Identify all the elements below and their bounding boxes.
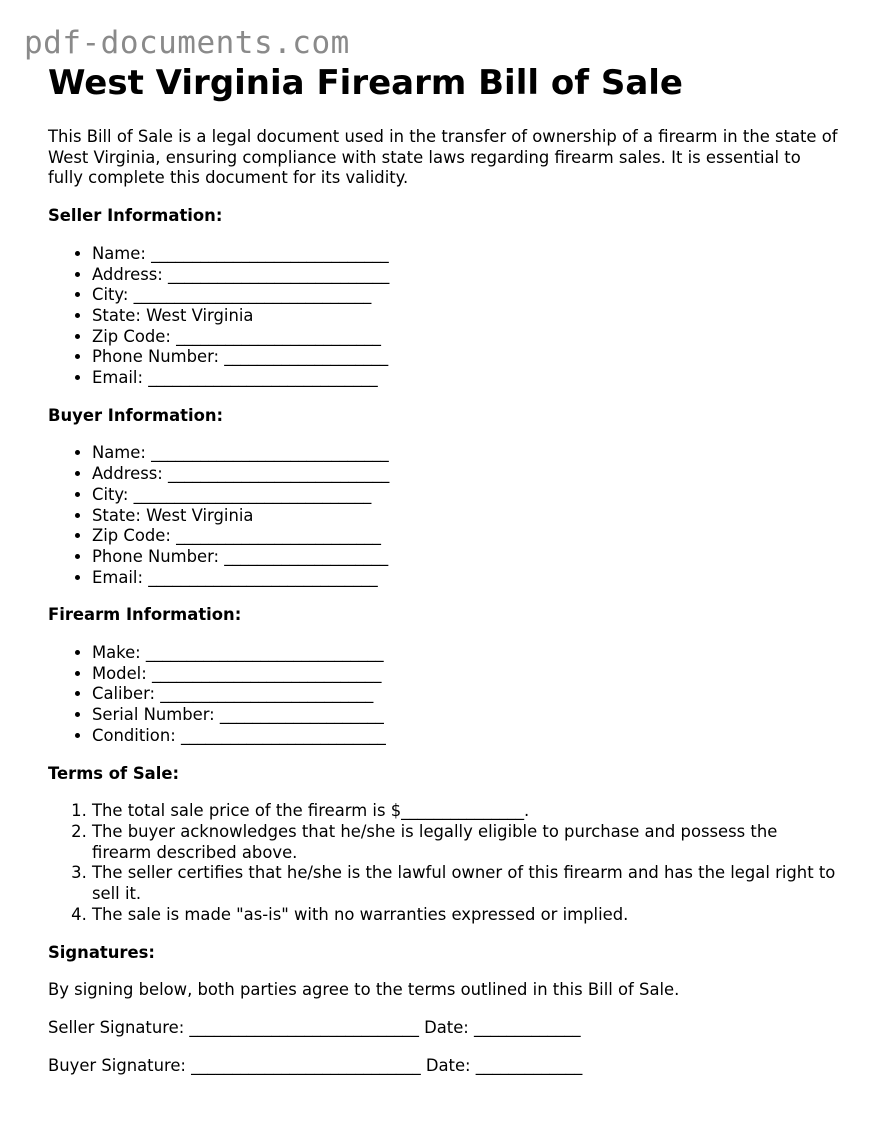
- buyer-state-field: • State: West Virginia: [92, 506, 838, 527]
- buyer-heading: Buyer Information:: [48, 405, 224, 425]
- buyer-city-field: • City: _____________________________: [92, 485, 838, 506]
- seller-signature-line: Seller Signature: ____________________________ Date: _____________: [48, 1017, 581, 1037]
- buyer-zip-field: • Zip Code: _________________________: [92, 526, 838, 547]
- intro-paragraph: This Bill of Sale is a legal document used in the transfer of ownership of a firearm in the state of West Virginia, ensuring compliance with state laws regarding firearm sales. It is essential to fully complete this document for its validity.: [48, 127, 838, 188]
- seller-heading: Seller Information:: [48, 206, 223, 226]
- firearm-make-field: • Make: _____________________________: [92, 643, 838, 664]
- seller-field-list: [48, 244, 838, 389]
- firearm-condition-field: • Condition: _________________________: [92, 726, 838, 747]
- signatures-statement: By signing below, both parties agree to the terms outlined in this Bill of Sale.: [48, 980, 680, 1000]
- terms-item-as-is: 4. The sale is made "as-is" with no warranties expressed or implied.: [92, 905, 838, 926]
- buyer-field-list: [48, 443, 838, 588]
- signatures-heading: Signatures:: [48, 942, 155, 962]
- document-page: [48, 60, 838, 1076]
- firearm-field-list: [48, 643, 838, 747]
- buyer-name-field: • Name: _____________________________: [92, 443, 838, 464]
- page-title: West Virginia Firearm Bill of Sale: [48, 63, 683, 103]
- firearm-heading: Firearm Information:: [48, 605, 242, 625]
- firearm-model-field: • Model: ____________________________: [92, 664, 838, 685]
- seller-address-field: • Address: ___________________________: [92, 265, 838, 286]
- buyer-signature-line: Buyer Signature: ____________________________ Date: _____________: [48, 1055, 583, 1075]
- seller-zip-field: • Zip Code: _________________________: [92, 327, 838, 348]
- firearm-serial-field: • Serial Number: ____________________: [92, 705, 838, 726]
- terms-item-seller-ownership: 3. The seller certifies that he/she is the lawful owner of this firearm and has the legal right to sell it.: [92, 863, 838, 904]
- buyer-phone-field: • Phone Number: ____________________: [92, 547, 838, 568]
- seller-phone-field: • Phone Number: ____________________: [92, 347, 838, 368]
- seller-name-field: • Name: _____________________________: [92, 244, 838, 265]
- terms-list: [48, 801, 838, 925]
- terms-heading: Terms of Sale:: [48, 763, 179, 783]
- firearm-caliber-field: • Caliber: __________________________: [92, 684, 838, 705]
- buyer-address-field: • Address: ___________________________: [92, 464, 838, 485]
- seller-email-field: • Email: ____________________________: [92, 368, 838, 389]
- watermark: pdf-documents.com: [24, 25, 350, 61]
- terms-item-price: 1. The total sale price of the firearm is $_______________.: [92, 801, 838, 822]
- seller-state-field: • State: West Virginia: [92, 306, 838, 327]
- seller-city-field: • City: _____________________________: [92, 285, 838, 306]
- terms-item-buyer-eligibility: 2. The buyer acknowledges that he/she is legally eligible to purchase and possess the firearm described above.: [92, 822, 838, 863]
- buyer-email-field: • Email: ____________________________: [92, 568, 838, 589]
